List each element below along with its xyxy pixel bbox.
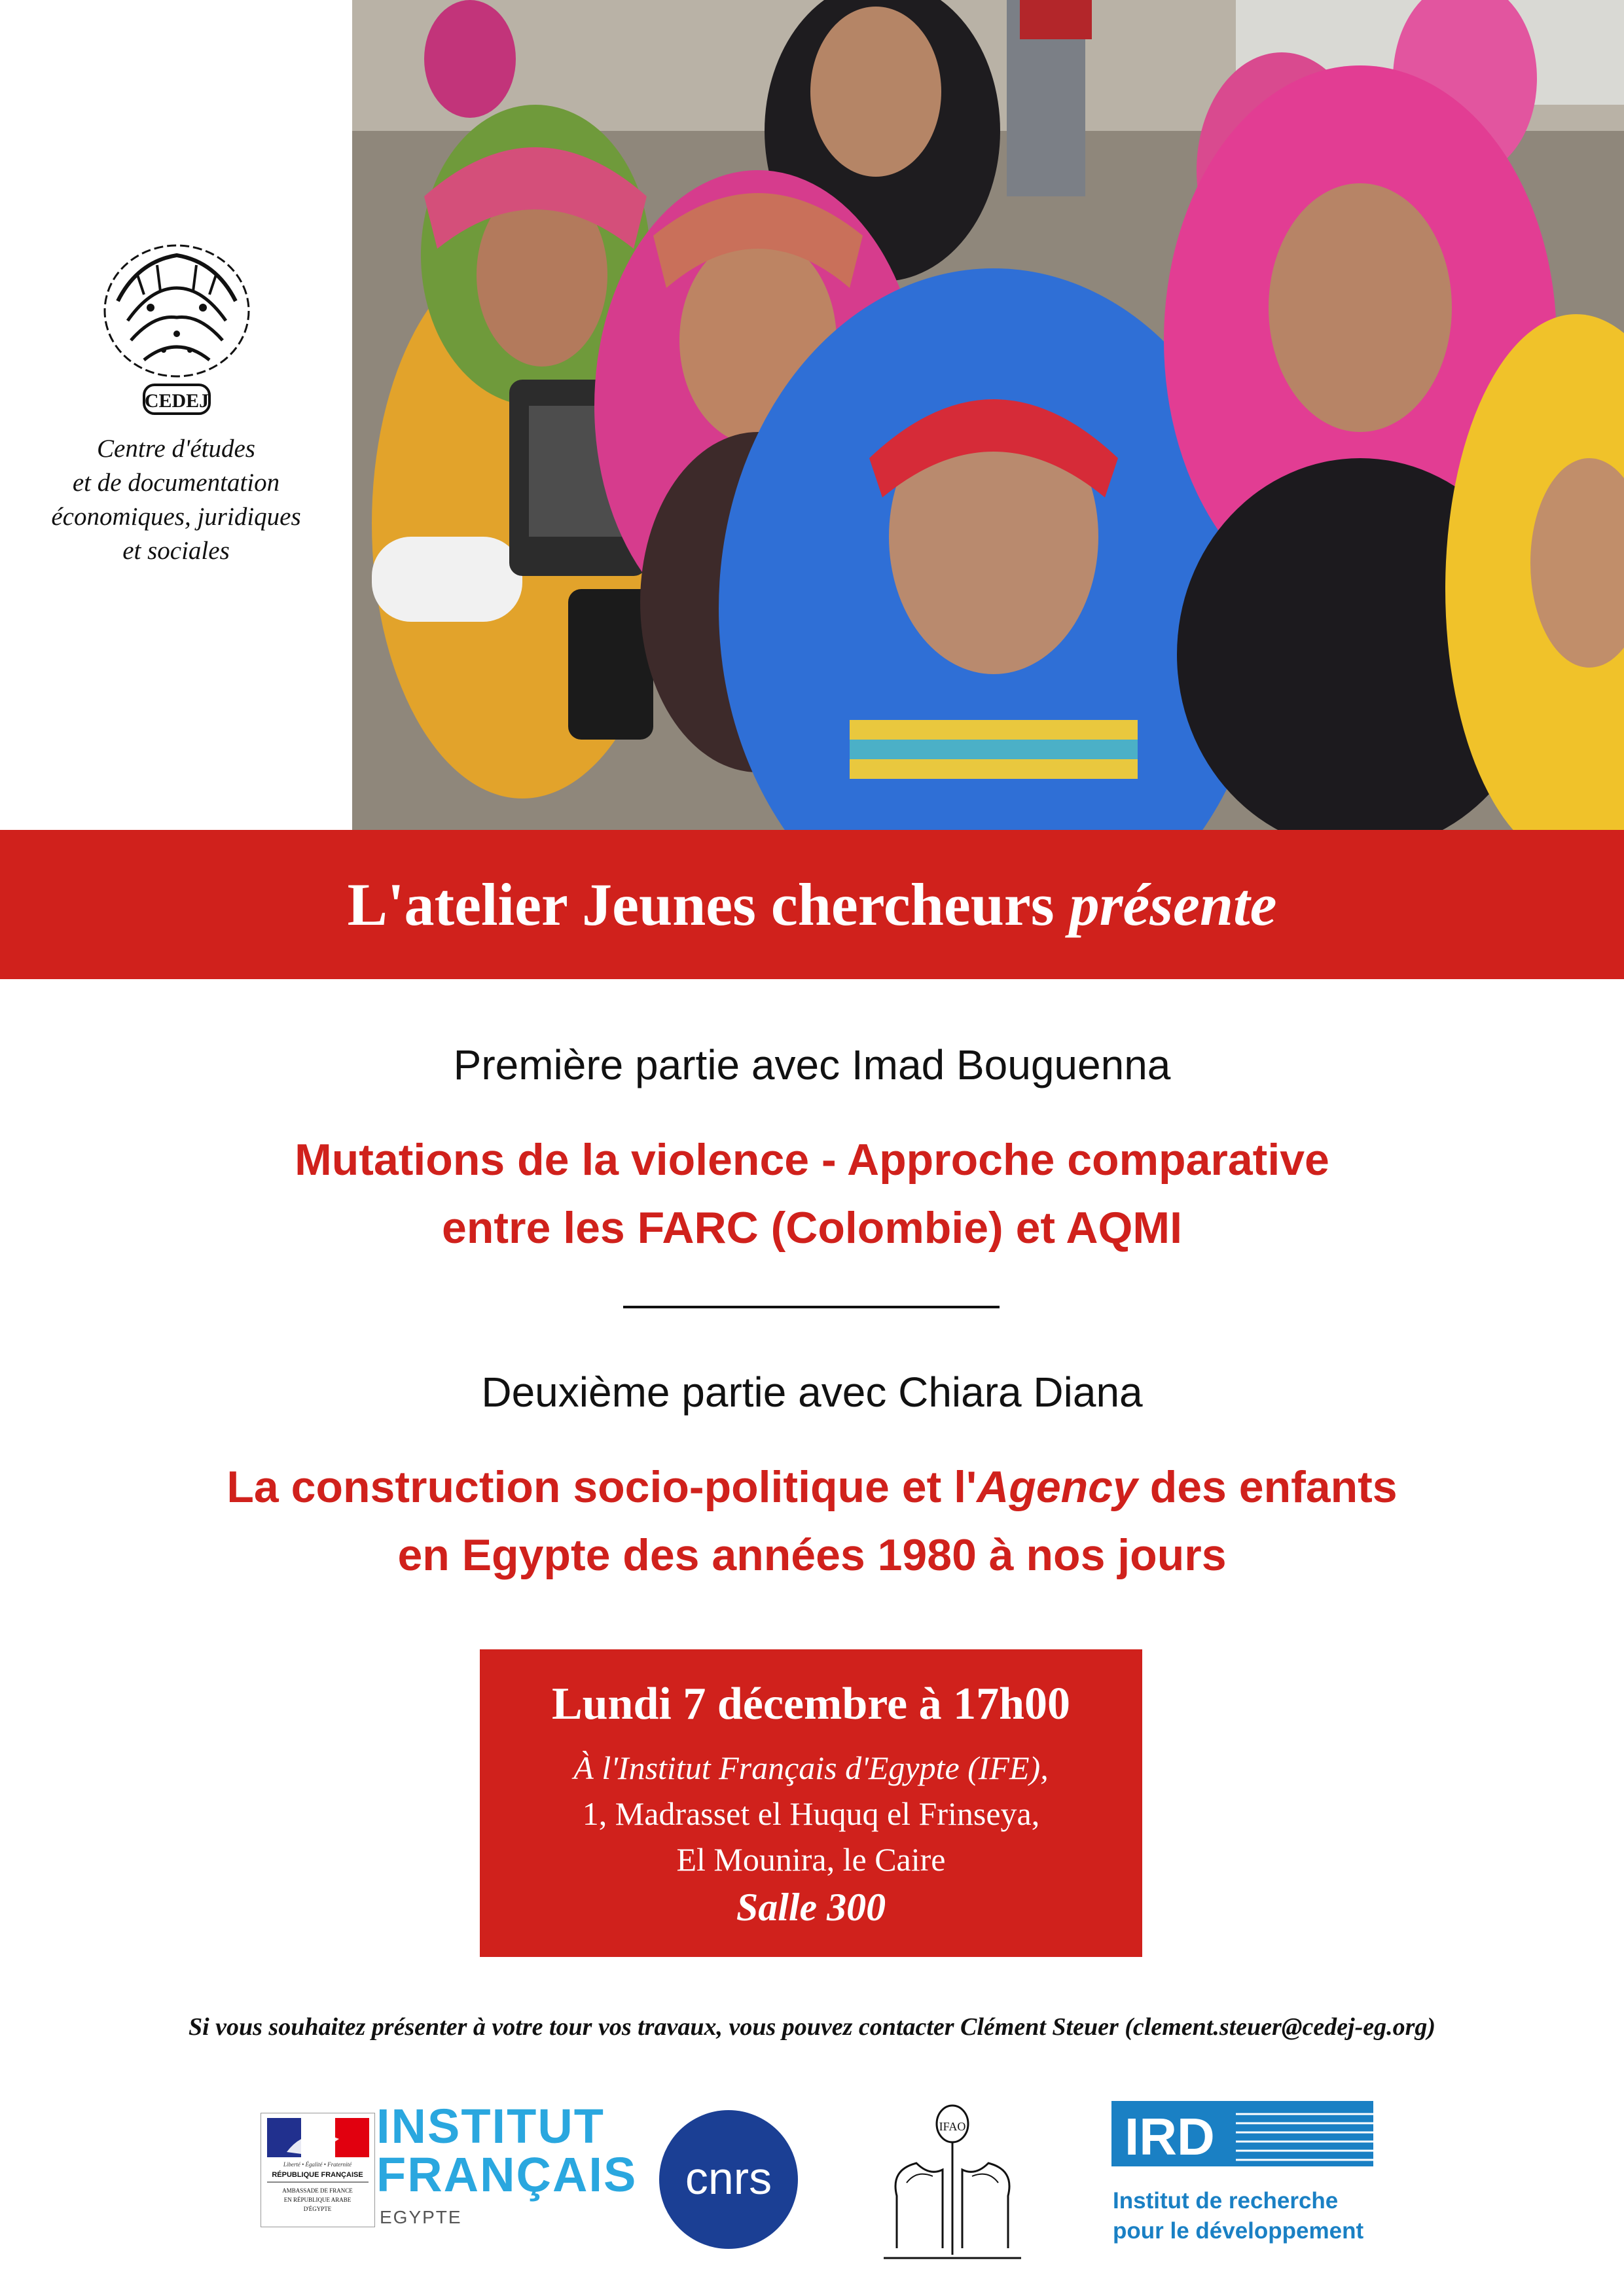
- rf-name: RÉPUBLIQUE FRANÇAISE: [272, 2171, 363, 2179]
- if-line2: FRANÇAIS: [376, 2147, 638, 2202]
- ird-logo: [1111, 2101, 1373, 2166]
- photo-illustration: [352, 0, 1624, 830]
- title-main: L'atelier Jeunes chercheurs: [347, 871, 1070, 938]
- part1-title-line2: entre les FARC (Colombie) et AQMI: [442, 1203, 1182, 1253]
- event-date: Lundi 7 décembre à 17h00: [551, 1679, 1071, 1729]
- part2-title-line1-b: des enfants: [1137, 1462, 1398, 1512]
- rf-ambassade-1: AMBASSADE DE FRANCE: [282, 2187, 353, 2194]
- ifao-text: IFAO: [939, 2120, 966, 2133]
- event-address-line1: 1, Madrasset el Huquq el Frinseya,: [582, 1795, 1040, 1832]
- cedej-full-name: Centre d'études et de documentation économiques, juridiques et sociales: [51, 435, 301, 565]
- part1-title-line1: Mutations de la violence - Approche comparative: [295, 1135, 1329, 1185]
- ird-text: IRD: [1125, 2108, 1215, 2166]
- hero-photo: [352, 0, 1624, 830]
- institut-francais-logo: [376, 2099, 638, 2202]
- rf-ambassade-3: D'ÉGYPTE: [303, 2206, 332, 2212]
- cedej-acronym: CEDEJ: [144, 390, 209, 412]
- part2-title-line2: en Egypte des années 1980 à nos jours: [397, 1530, 1227, 1580]
- event-info-box: [480, 1649, 1142, 1957]
- part2-title-line1: [0, 1453, 1624, 1521]
- cnrs-text: cnrs: [685, 2153, 772, 2204]
- rf-ambassade-2: EN RÉPUBLIQUE ARABE: [283, 2197, 352, 2203]
- event-address-line2: El Mounira, le Caire: [676, 1841, 946, 1878]
- part2-heading: Deuxième partie avec Chiara Diana: [481, 1369, 1143, 1416]
- event-room: Salle 300: [736, 1886, 886, 1929]
- ird-caption: Institut de recherche pour le développement: [1113, 2188, 1364, 2244]
- part1-heading: Première partie avec Imad Bouguenna: [453, 1041, 1171, 1088]
- title-italic: présente: [1069, 871, 1277, 938]
- ifao-logo: [871, 2098, 1034, 2268]
- if-egypte: EGYPTE: [380, 2207, 462, 2227]
- if-line1: INSTITUT: [376, 2099, 605, 2153]
- part2-title-line1-a: La construction socio-politique et l': [226, 1462, 977, 1512]
- cedej-logo: [92, 236, 262, 432]
- part2-title-agency: Agency: [977, 1462, 1138, 1512]
- contact-line: Si vous souhaitez présenter à votre tour vos travaux, vous pouvez contacter Clément Steuer (clement.steuer@cedej-eg.org): [188, 2013, 1436, 2041]
- event-venue: À l'Institut Français d'Egypte (IFE),: [573, 1749, 1049, 1786]
- cnrs-logo: [657, 2108, 801, 2251]
- title-banner: [0, 830, 1624, 979]
- separator-line: [623, 1306, 1000, 1308]
- rf-motto: Liberté • Égalité • Fraternité: [283, 2161, 352, 2168]
- republique-francaise-logo: [261, 2113, 375, 2227]
- part2-title: [0, 1453, 1624, 1589]
- part1-title: [0, 1126, 1624, 1262]
- cedej-column: [0, 0, 352, 830]
